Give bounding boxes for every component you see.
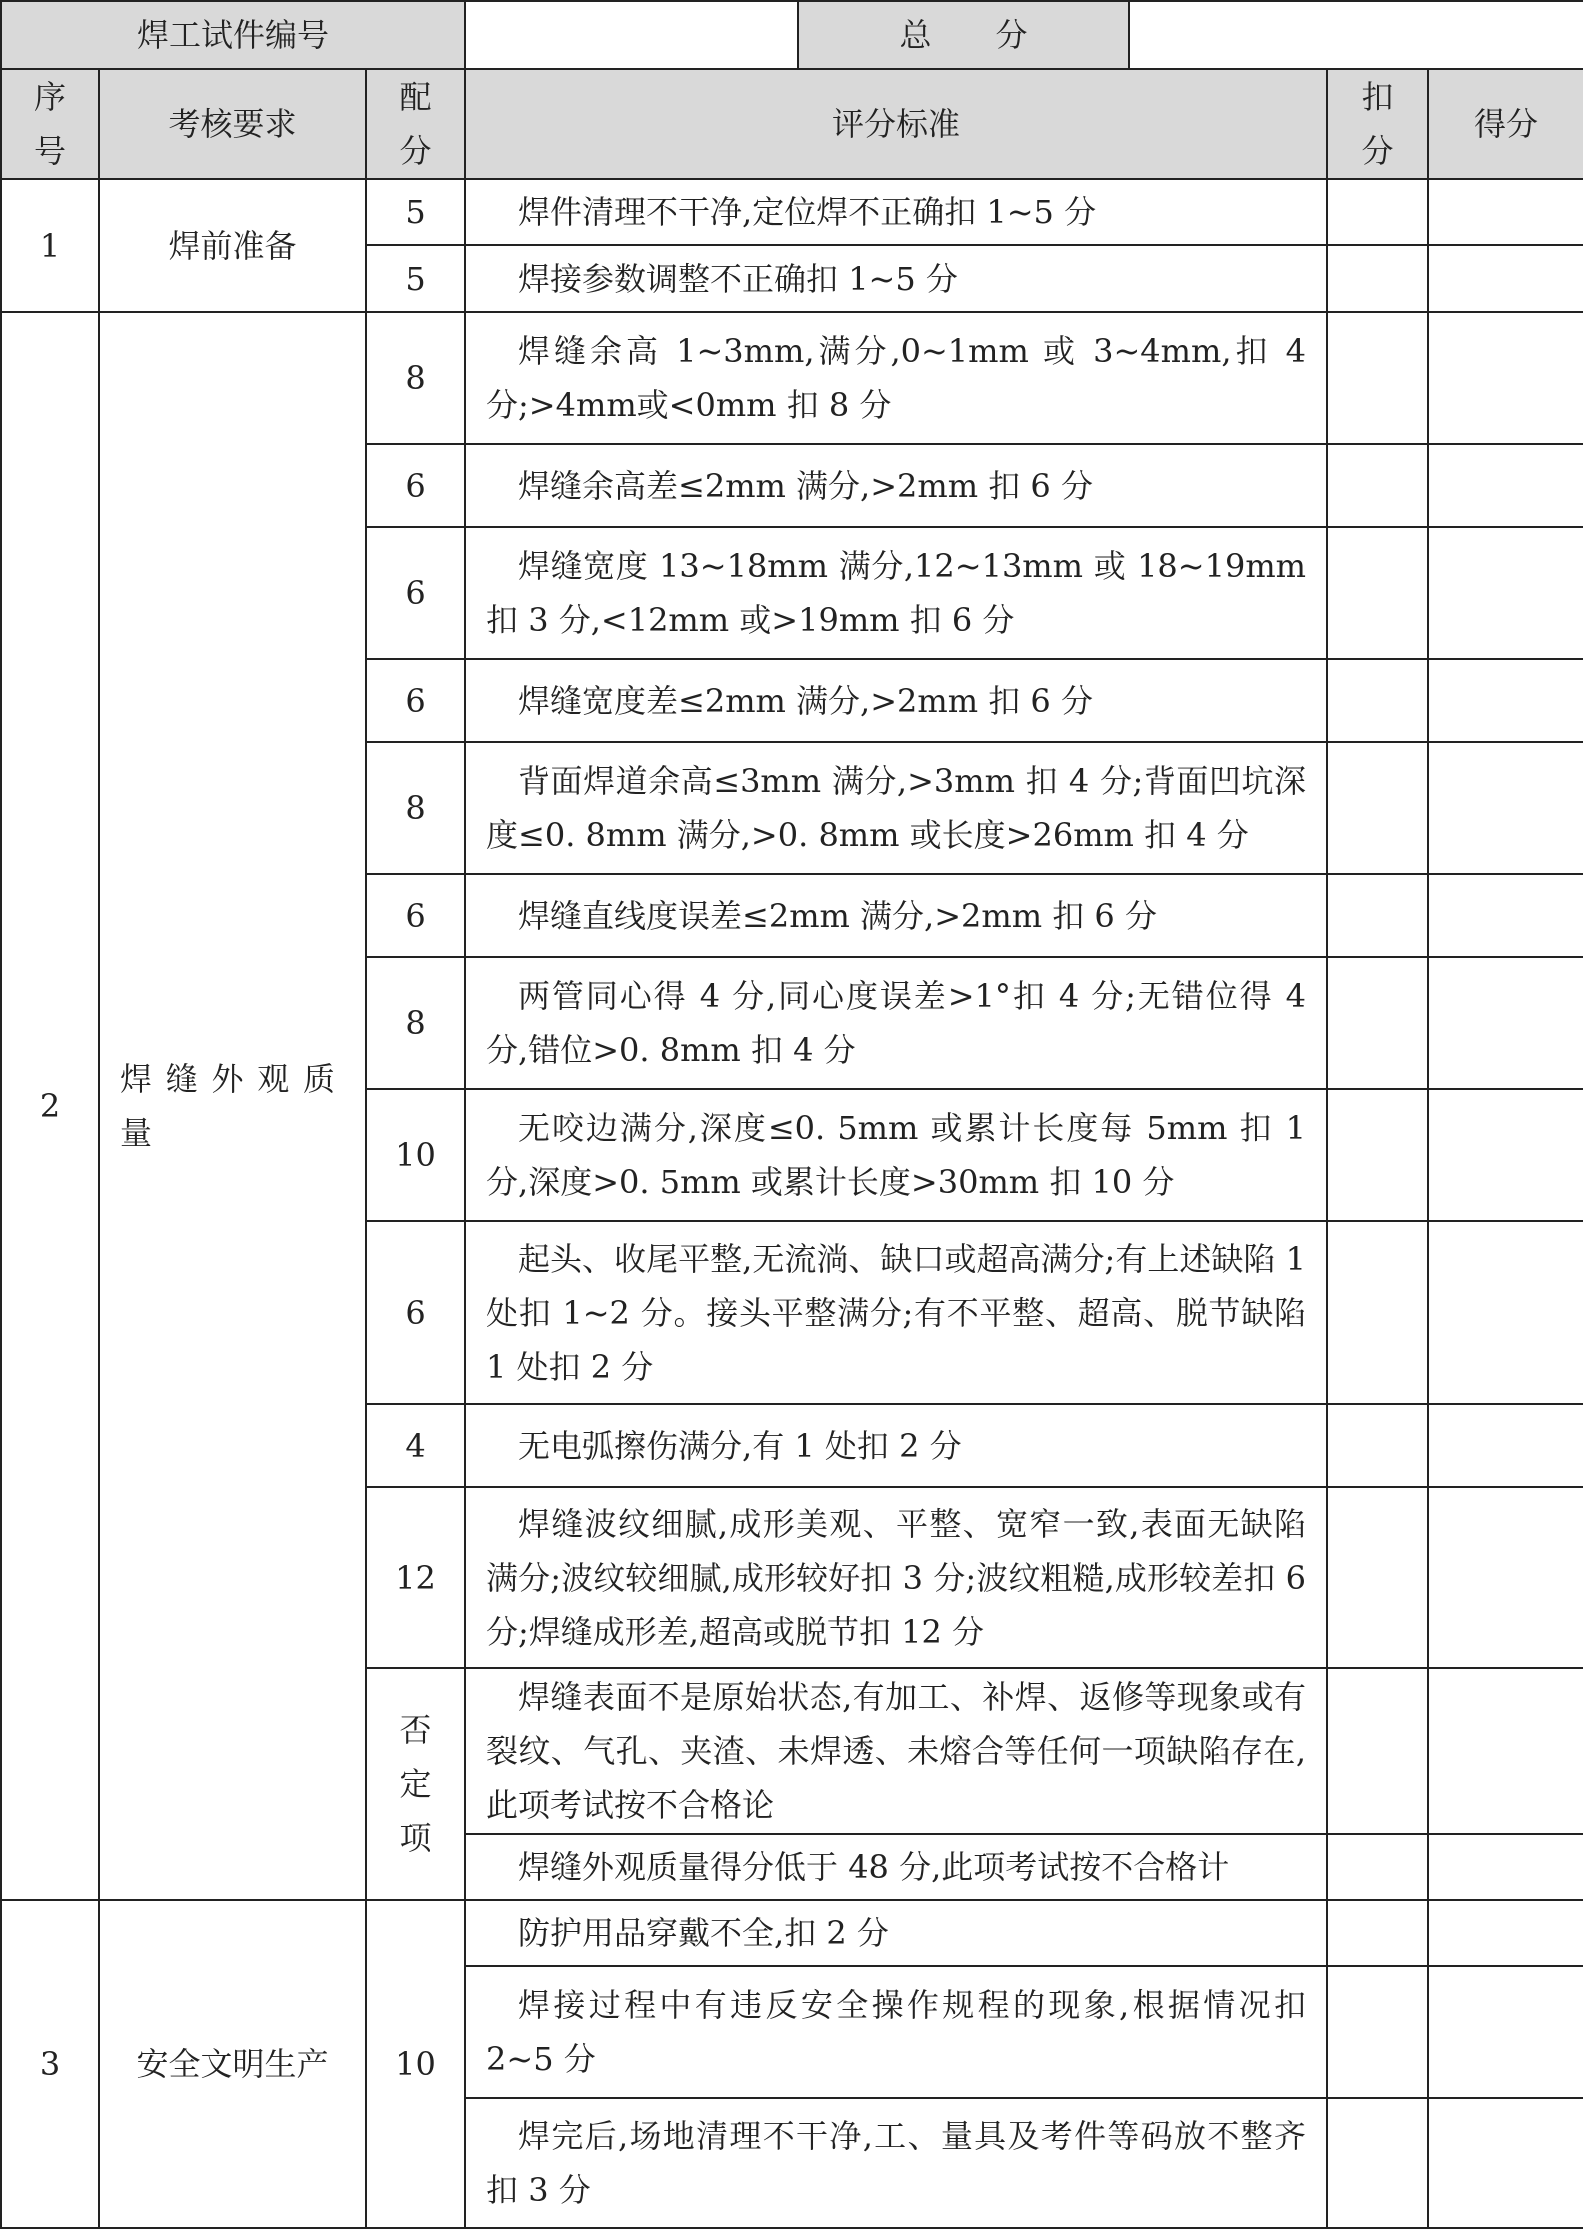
section-seq: 1 (1, 179, 99, 312)
deduct-cell[interactable] (1327, 1487, 1428, 1668)
section-points: 10 (366, 1900, 465, 2228)
score-cell[interactable] (1428, 742, 1583, 874)
deduct-cell[interactable] (1327, 659, 1428, 742)
row-points: 8 (366, 742, 465, 874)
row-points: 8 (366, 312, 465, 444)
section-item: 焊前准备 (99, 179, 366, 312)
row-points: 12 (366, 1487, 465, 1668)
score-cell[interactable] (1428, 312, 1583, 444)
row-criteria: 焊完后,场地清理不干净,工、量具及考件等码放不整齐扣 3 分 (465, 2098, 1327, 2228)
deduct-cell[interactable] (1327, 1966, 1428, 2098)
row-points: 4 (366, 1404, 465, 1487)
deduct-cell[interactable] (1327, 957, 1428, 1089)
deduct-cell[interactable] (1327, 742, 1428, 874)
specimen-row (1, 1, 1583, 69)
row-points: 6 (366, 444, 465, 527)
header-seq: 序号 (1, 69, 99, 179)
section-item: 焊缝外观质量 (99, 312, 366, 1900)
row-criteria: 焊缝宽度 13~18mm 满分,12~13mm 或 18~19mm 扣 3 分,<12mm 或>19mm 扣 6 分 (465, 527, 1327, 659)
row-criteria: 焊缝直线度误差≤2mm 满分,>2mm 扣 6 分 (465, 874, 1327, 957)
row-criteria: 背面焊道余高≤3mm 满分,>3mm 扣 4 分;背面凹坑深度≤0. 8mm 满分,>0. 8mm 或长度>26mm 扣 4 分 (465, 742, 1327, 874)
row-criteria: 焊缝宽度差≤2mm 满分,>2mm 扣 6 分 (465, 659, 1327, 742)
section-seq: 3 (1, 1900, 99, 2228)
row-points: 5 (366, 245, 465, 312)
deduct-cell[interactable] (1327, 2098, 1428, 2228)
specimen-number-value[interactable] (466, 2, 799, 68)
deduct-cell[interactable] (1327, 312, 1428, 444)
deduct-cell[interactable] (1327, 1834, 1428, 1900)
row-points: 6 (366, 527, 465, 659)
header-item: 考核要求 (99, 69, 366, 179)
score-cell[interactable] (1428, 1668, 1583, 1834)
specimen-number-label: 焊工试件编号 (1, 1, 465, 69)
section-seq: 2 (1, 312, 99, 1900)
score-cell[interactable] (1428, 1834, 1583, 1900)
row-points: 10 (366, 1089, 465, 1221)
score-cell[interactable] (1428, 874, 1583, 957)
header-deduct: 扣分 (1327, 69, 1428, 179)
score-cell[interactable] (1428, 245, 1583, 312)
score-cell[interactable] (1428, 1966, 1583, 2098)
table-row (1, 179, 1583, 245)
deduct-cell[interactable] (1327, 1221, 1428, 1404)
deduct-cell[interactable] (1327, 179, 1428, 245)
score-cell[interactable] (1428, 1221, 1583, 1404)
table-header-row (1, 69, 1583, 179)
score-cell[interactable] (1428, 527, 1583, 659)
row-criteria: 无咬边满分,深度≤0. 5mm 或累计长度每 5mm 扣 1 分,深度>0. 5mm 或累计长度>30mm 扣 10 分 (465, 1089, 1327, 1221)
row-criteria: 焊缝外观质量得分低于 48 分,此项考试按不合格计 (465, 1834, 1327, 1900)
row-criteria: 焊接参数调整不正确扣 1~5 分 (465, 245, 1327, 312)
header-points: 配分 (366, 69, 465, 179)
row-criteria: 无电弧擦伤满分,有 1 处扣 2 分 (465, 1404, 1327, 1487)
deduct-cell[interactable] (1327, 444, 1428, 527)
row-criteria: 焊件清理不干净,定位焊不正确扣 1~5 分 (465, 179, 1327, 245)
row-criteria: 焊接过程中有违反安全操作规程的现象,根据情况扣 2~5 分 (465, 1966, 1327, 2098)
row-criteria: 起头、收尾平整,无流淌、缺口或超高满分;有上述缺陷 1 处扣 1~2 分。接头平整满分;有不平整、超高、脱节缺陷 1 处扣 2 分 (465, 1221, 1327, 1404)
row-points-veto: 否定项 (366, 1668, 465, 1900)
row-criteria: 焊缝表面不是原始状态,有加工、补焊、返修等现象或有裂纹、气孔、夹渣、未焊透、未熔合等任何一项缺陷存在,此项考试按不合格论 (465, 1668, 1327, 1834)
score-cell[interactable] (1428, 179, 1583, 245)
header-criteria: 评分标准 (465, 69, 1327, 179)
row-points: 6 (366, 1221, 465, 1404)
table-row (1, 1900, 1583, 1966)
deduct-cell[interactable] (1327, 1089, 1428, 1221)
table-row (1, 312, 1583, 444)
row-criteria: 防护用品穿戴不全,扣 2 分 (465, 1900, 1327, 1966)
row-criteria: 焊缝波纹细腻,成形美观、平整、宽窄一致,表面无缺陷满分;波纹较细腻,成形较好扣 3 分;波纹粗糙,成形较差扣 6 分;焊缝成形差,超高或脱节扣 12 分 (465, 1487, 1327, 1668)
deduct-cell[interactable] (1327, 874, 1428, 957)
row-criteria: 两管同心得 4 分,同心度误差>1°扣 4 分;无错位得 4 分,错位>0. 8mm 扣 4 分 (465, 957, 1327, 1089)
score-cell[interactable] (1428, 659, 1583, 742)
total-score-label: 总 分 (799, 2, 1130, 68)
score-cell[interactable] (1428, 1900, 1583, 1966)
deduct-cell[interactable] (1327, 1900, 1428, 1966)
deduct-cell[interactable] (1327, 1404, 1428, 1487)
section-item: 安全文明生产 (99, 1900, 366, 2228)
score-cell[interactable] (1428, 1404, 1583, 1487)
deduct-cell[interactable] (1327, 1668, 1428, 1834)
row-criteria: 焊缝余高 1~3mm,满分,0~1mm 或 3~4mm,扣 4 分;>4mm或<0mm 扣 8 分 (465, 312, 1327, 444)
score-cell[interactable] (1428, 1487, 1583, 1668)
score-cell[interactable] (1428, 1089, 1583, 1221)
row-points: 5 (366, 179, 465, 245)
row-points: 6 (366, 659, 465, 742)
row-criteria: 焊缝余高差≤2mm 满分,>2mm 扣 6 分 (465, 444, 1327, 527)
deduct-cell[interactable] (1327, 245, 1428, 312)
specimen-total-cell (465, 1, 1583, 69)
total-score-value[interactable] (1130, 2, 1583, 68)
row-points: 6 (366, 874, 465, 957)
score-cell[interactable] (1428, 957, 1583, 1089)
score-cell[interactable] (1428, 444, 1583, 527)
row-points: 8 (366, 957, 465, 1089)
deduct-cell[interactable] (1327, 527, 1428, 659)
header-score: 得分 (1428, 69, 1583, 179)
score-cell[interactable] (1428, 2098, 1583, 2228)
